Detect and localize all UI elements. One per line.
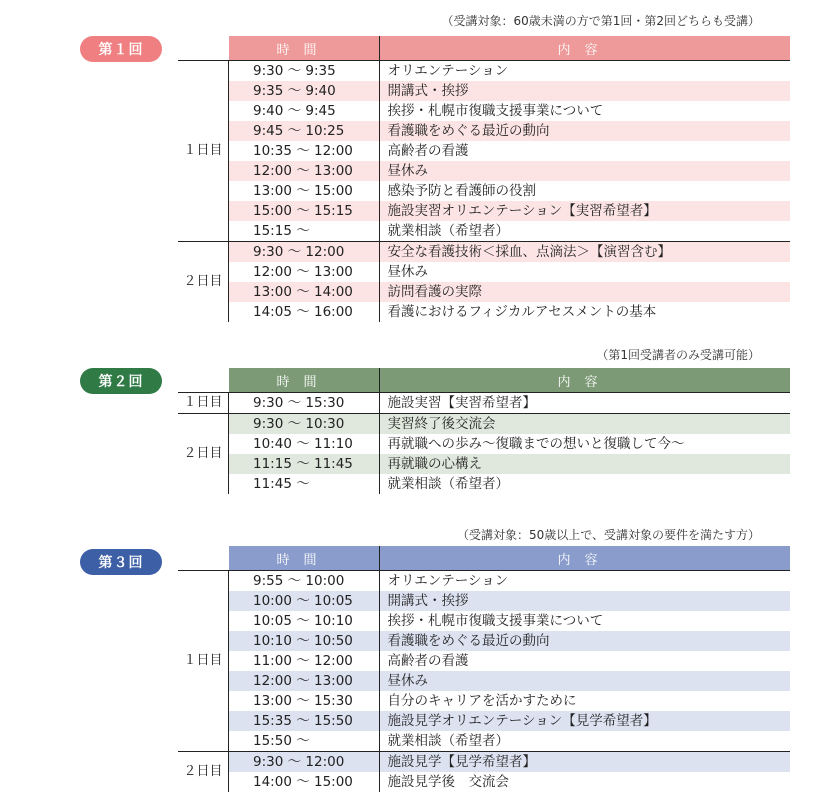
day-label: ２日目 xyxy=(178,414,229,495)
content-cell: 高齢者の看護 xyxy=(387,143,469,159)
table-row xyxy=(178,711,790,731)
time-cell: 13:00 ～ 15:30 xyxy=(229,691,380,711)
table-row xyxy=(178,242,790,263)
content-cell: 看護におけるフィジカルアセスメントの基本 xyxy=(387,304,657,320)
session-3-note: （受講対象：50歳以上で、受講対象の要件を満たす方） xyxy=(456,528,760,542)
content-cell: 実習終了後交流会 xyxy=(379,414,790,435)
table-row xyxy=(178,571,790,592)
session-1-badge: 第１回 xyxy=(80,36,162,62)
table-row xyxy=(178,731,790,752)
time-cell: 10:05 ～ 10:10 xyxy=(229,611,380,631)
table-row xyxy=(178,161,790,181)
table-row xyxy=(178,454,790,474)
session-3-badge: 第３回 xyxy=(80,549,162,575)
time-cell: 9:30 ～ 10:30 xyxy=(229,414,380,435)
session-3-table xyxy=(178,546,790,792)
table-header xyxy=(178,36,790,61)
header-time: 時間 xyxy=(229,36,380,61)
content-cell: 昼休み xyxy=(379,161,790,181)
content-cell: 就業相談（希望者） xyxy=(387,476,509,492)
table-row xyxy=(178,474,790,494)
content-cell: 施設見学【見学希望者】 xyxy=(379,752,790,773)
content-cell: オリエンテーション xyxy=(379,571,790,592)
content-cell: 挨拶・札幌市復職支援事業について xyxy=(387,103,604,119)
session-2-badge: 第２回 xyxy=(80,368,162,394)
day-label: １日目 xyxy=(178,393,229,414)
content-cell: 施設実習【実習希望者】 xyxy=(379,393,790,414)
time-cell: 10:35 ～ 12:00 xyxy=(229,141,380,161)
table-row xyxy=(178,282,790,302)
table-row xyxy=(178,201,790,221)
day-label: １日目 xyxy=(178,571,229,752)
content-cell: 自分のキャリアを活かすために xyxy=(387,693,577,709)
day-label: ２日目 xyxy=(178,752,229,793)
content-cell: 就業相談（希望者） xyxy=(387,733,509,749)
content-cell: 再就職への歩み～復職までの想いと復職して今～ xyxy=(387,436,685,452)
session-1-note: （受講対象：60歳未満の方で第1回・第2回どちらも受講） xyxy=(441,14,760,28)
table-row xyxy=(178,691,790,711)
content-cell: 就業相談（希望者） xyxy=(387,223,509,239)
header-day-spacer xyxy=(178,368,229,393)
content-cell: 感染予防と看護師の役割 xyxy=(387,183,536,199)
content-cell: 昼休み xyxy=(379,671,790,691)
table-row xyxy=(178,631,790,651)
time-cell: 10:40 ～ 11:10 xyxy=(229,434,380,454)
table-row xyxy=(178,752,790,773)
table-row xyxy=(178,302,790,322)
time-cell: 10:10 ～ 10:50 xyxy=(229,631,380,651)
header-day-spacer xyxy=(178,36,229,61)
session-2-note: （第1回受講者のみ受講可能） xyxy=(596,348,760,362)
time-cell: 11:45 ～ xyxy=(229,474,380,494)
table-row xyxy=(178,181,790,201)
table-row xyxy=(178,61,790,82)
table-row xyxy=(178,591,790,611)
day-label: １日目 xyxy=(178,61,229,242)
session-1-table xyxy=(178,36,790,322)
time-cell: 14:05 ～ 16:00 xyxy=(229,302,380,322)
time-cell: 9:55 ～ 10:00 xyxy=(229,571,380,592)
table-row xyxy=(178,414,790,435)
content-cell: 看護職をめぐる最近の動向 xyxy=(379,121,790,141)
content-cell: 施設見学オリエンテーション【見学希望者】 xyxy=(379,711,790,731)
table-row xyxy=(178,121,790,141)
session-2-table xyxy=(178,368,790,494)
table-row xyxy=(178,141,790,161)
content-cell: 看護職をめぐる最近の動向 xyxy=(379,631,790,651)
header-content: 内容 xyxy=(379,36,790,61)
time-cell: 15:15 ～ xyxy=(229,221,380,242)
content-cell: 挨拶・札幌市復職支援事業について xyxy=(387,613,604,629)
content-cell: 安全な看護技術＜採血、点滴法＞【演習含む】 xyxy=(379,242,790,263)
time-cell: 9:35 ～ 9:40 xyxy=(229,81,380,101)
header-time: 時間 xyxy=(229,546,380,571)
time-cell: 10:00 ～ 10:05 xyxy=(229,591,380,611)
content-cell: オリエンテーション xyxy=(379,61,790,82)
time-cell: 9:30 ～ 12:00 xyxy=(229,752,380,773)
table-row xyxy=(178,671,790,691)
content-cell: 高齢者の看護 xyxy=(387,653,469,669)
time-cell: 9:30 ～ 9:35 xyxy=(229,61,380,82)
time-cell: 9:30 ～ 15:30 xyxy=(229,393,380,414)
content-cell: 訪問看護の実際 xyxy=(379,282,790,302)
header-day-spacer xyxy=(178,546,229,571)
table-row xyxy=(178,221,790,242)
table-row xyxy=(178,651,790,671)
header-time: 時間 xyxy=(229,368,380,393)
content-cell: 昼休み xyxy=(387,264,428,280)
time-cell: 9:30 ～ 12:00 xyxy=(229,242,380,263)
content-cell: 再就職の心構え xyxy=(379,454,790,474)
table-row xyxy=(178,262,790,282)
time-cell: 9:40 ～ 9:45 xyxy=(229,101,380,121)
time-cell: 15:50 ～ xyxy=(229,731,380,752)
header-content: 内容 xyxy=(379,546,790,571)
time-cell: 11:00 ～ 12:00 xyxy=(229,651,380,671)
time-cell: 9:45 ～ 10:25 xyxy=(229,121,380,141)
time-cell: 12:00 ～ 13:00 xyxy=(229,161,380,181)
content-cell: 開講式・挨拶 xyxy=(379,591,790,611)
time-cell: 11:15 ～ 11:45 xyxy=(229,454,380,474)
content-cell: 施設見学後 交流会 xyxy=(387,774,509,790)
header-content: 内容 xyxy=(379,368,790,393)
table-row xyxy=(178,434,790,454)
table-header xyxy=(178,368,790,393)
content-cell: 開講式・挨拶 xyxy=(379,81,790,101)
time-cell: 14:00 ～ 15:00 xyxy=(229,772,380,792)
content-cell: 施設実習オリエンテーション【実習希望者】 xyxy=(379,201,790,221)
time-cell: 12:00 ～ 13:00 xyxy=(229,262,380,282)
time-cell: 15:00 ～ 15:15 xyxy=(229,201,380,221)
table-row xyxy=(178,772,790,792)
time-cell: 15:35 ～ 15:50 xyxy=(229,711,380,731)
table-row xyxy=(178,101,790,121)
table-row xyxy=(178,81,790,101)
time-cell: 13:00 ～ 14:00 xyxy=(229,282,380,302)
time-cell: 13:00 ～ 15:00 xyxy=(229,181,380,201)
day-label: ２日目 xyxy=(178,242,229,323)
table-row xyxy=(178,611,790,631)
table-header xyxy=(178,546,790,571)
table-row xyxy=(178,393,790,414)
time-cell: 12:00 ～ 13:00 xyxy=(229,671,380,691)
